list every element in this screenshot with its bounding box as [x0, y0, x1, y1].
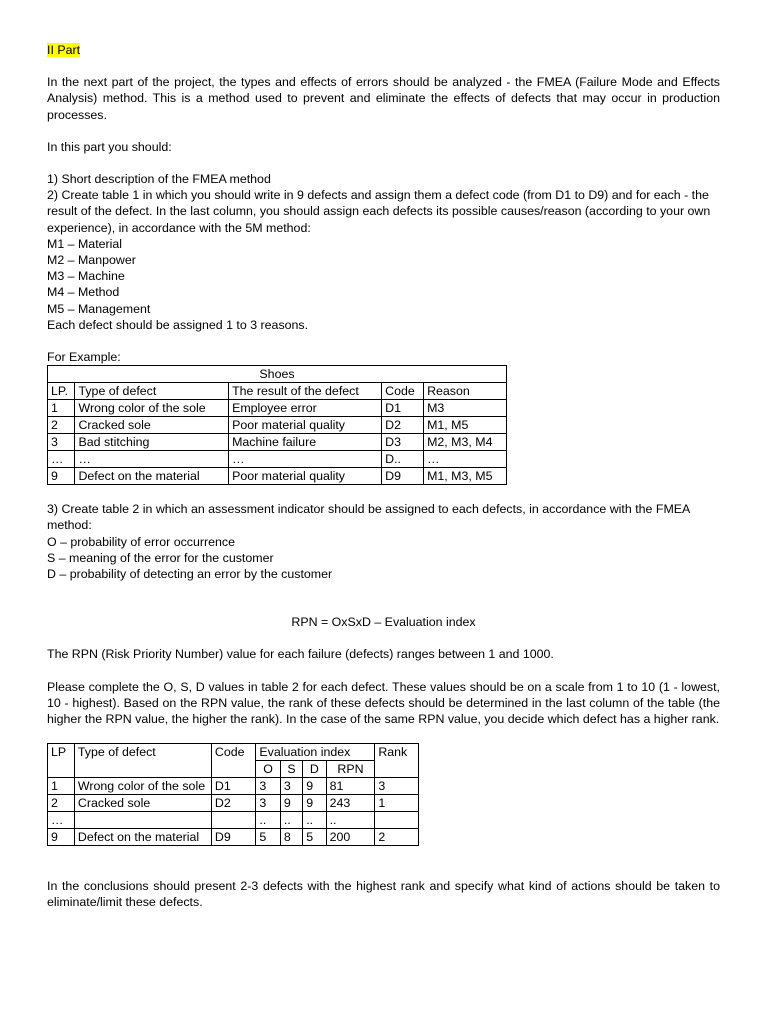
table-cell: M1, M3, M5 [424, 468, 507, 485]
step-1-text: 1) Short description of the FMEA method [47, 172, 271, 187]
table-cell: 3 [375, 778, 419, 795]
table-cell: 3 [280, 778, 302, 795]
m-item: M3 – Machine [47, 269, 125, 284]
table1-header-cell: Type of defect [75, 383, 229, 400]
table-cell: … [75, 451, 229, 468]
table-cell: D3 [382, 434, 424, 451]
table-cell: Cracked sole [75, 417, 229, 434]
table-cell: Bad stitching [75, 434, 229, 451]
table-cell: … [48, 812, 75, 829]
table-cell: … [48, 451, 75, 468]
table-cell: Poor material quality [229, 417, 382, 434]
table-cell: 1 [48, 778, 75, 795]
table1-header-cell: Code [382, 383, 424, 400]
table-cell: 200 [326, 829, 375, 846]
reasons-note: Each defect should be assigned 1 to 3 reasons. [47, 317, 309, 332]
table-cell: .. [303, 812, 326, 829]
table2-subheader-d: D [303, 761, 326, 778]
table-cell: 9 [48, 829, 75, 846]
table2-header-row [48, 744, 419, 761]
step-3-text: 3) Create table 2 in which an assessment indicator should be assigned to each defects, in accordance with the FMEA method: [47, 502, 690, 533]
conclusion-paragraph: In the conclusions should present 2-3 defects with the highest rank and specify what kind of actions should be taken to eliminate/limit these defects. [47, 879, 720, 910]
table-cell [211, 812, 255, 829]
table2-header-type: Type of defect [74, 744, 211, 778]
section-heading: II Part [47, 43, 81, 57]
table2-header-rank: Rank [375, 744, 419, 778]
defects-table-1 [47, 365, 507, 485]
table-cell: 9 [280, 795, 302, 812]
table-cell: … [424, 451, 507, 468]
table-cell: D9 [211, 829, 255, 846]
table-cell [375, 812, 419, 829]
table-cell: M2, M3, M4 [424, 434, 507, 451]
table2-subheader-rpn: RPN [326, 761, 375, 778]
table1-header-cell: The result of the defect [229, 383, 382, 400]
table1-header-cell: LP. [48, 383, 75, 400]
table-row [48, 451, 507, 468]
m-item: M4 – Method [47, 285, 120, 300]
table-row [48, 795, 419, 812]
table-cell: M1, M5 [424, 417, 507, 434]
table-cell: 9 [303, 778, 326, 795]
table-cell: Cracked sole [74, 795, 211, 812]
intro-paragraph: In the next part of the project, the types and effects of errors should be analyzed - the FMEA (Failure Mode and Effects Analysis) method. This is a method used to prevent and eliminate the effects of defects that may occur in production processes. [47, 75, 720, 122]
table-cell: Wrong color of the sole [74, 778, 211, 795]
table-cell: 5 [256, 829, 280, 846]
table-cell: 3 [48, 434, 75, 451]
table-cell: .. [280, 812, 302, 829]
table-row [48, 778, 419, 795]
table-cell: Defect on the material [75, 468, 229, 485]
table-cell: 2 [48, 417, 75, 434]
table-cell: 2 [375, 829, 419, 846]
table1-header-row [48, 383, 507, 400]
table-row [48, 468, 507, 485]
table-cell: … [229, 451, 382, 468]
step-2-text: 2) Create table 1 in which you should write in 9 defects and assign them a defect code (from D1 to D9) and for each - the result of the defect. In the last column, you should assign each defects its possible causes/reason (according to your own experience), in accordance with the 5M method: [47, 188, 711, 235]
table-cell: 3 [256, 778, 280, 795]
table-cell: 5 [303, 829, 326, 846]
table-cell: D1 [382, 400, 424, 417]
evaluation-table-2 [47, 743, 419, 846]
table-row [48, 400, 507, 417]
table-cell: Machine failure [229, 434, 382, 451]
table-cell: 243 [326, 795, 375, 812]
table-cell [74, 812, 211, 829]
for-example-label: For Example: [47, 350, 121, 365]
table2-subheader-o: O [256, 761, 280, 778]
osd-item: D – probability of detecting an error by the customer [47, 567, 333, 582]
table-cell: .. [256, 812, 280, 829]
table-cell: M3 [424, 400, 507, 417]
table-cell: 81 [326, 778, 375, 795]
m-item: M1 – Material [47, 236, 123, 251]
m-item: M5 – Management [47, 301, 151, 316]
table2-header-code: Code [211, 744, 255, 778]
table1-header-cell: Reason [424, 383, 507, 400]
table-cell: .. [326, 812, 375, 829]
table2-header-lp: LP [48, 744, 75, 778]
table-row [48, 417, 507, 434]
table-cell: 1 [375, 795, 419, 812]
osd-item: S – meaning of the error for the customer [47, 550, 274, 565]
in-this-part-text: In this part you should: [47, 139, 172, 154]
table1-title: Shoes [48, 366, 507, 383]
table2-header-eval: Evaluation index [256, 744, 375, 761]
table-cell: Wrong color of the sole [75, 400, 229, 417]
table-cell: Defect on the material [74, 829, 211, 846]
rpn-range-text: The RPN (Risk Priority Number) value for each failure (defects) ranges between 1 and 1000. [47, 647, 554, 662]
table-cell: 9 [303, 795, 326, 812]
table-row [48, 812, 419, 829]
table2-subheader-s: S [280, 761, 302, 778]
table-cell: D1 [211, 778, 255, 795]
table-cell: 3 [256, 795, 280, 812]
table-row [48, 829, 419, 846]
table-cell: Poor material quality [229, 468, 382, 485]
complete-instructions: Please complete the O, S, D values in table 2 for each defect. These values should be on a scale from 1 to 10 (1 - lowest, 10 - highest). Based on the RPN value, the rank of these defects should be determined in the last column of the table (the higher the RPN value, the higher the rank). In the case of the same RPN value, you decide which defect has a higher rank. [47, 679, 720, 727]
table-cell: D2 [211, 795, 255, 812]
table-cell: 8 [280, 829, 302, 846]
table-cell: D9 [382, 468, 424, 485]
table-cell: Employee error [229, 400, 382, 417]
table-cell: 2 [48, 795, 75, 812]
table-cell: 1 [48, 400, 75, 417]
table-cell: 9 [48, 468, 75, 485]
document-page [47, 42, 720, 911]
table-cell: D2 [382, 417, 424, 434]
table-cell: D.. [382, 451, 424, 468]
rpn-formula: RPN = OxSxD – Evaluation index [291, 615, 476, 630]
m-item: M2 – Manpower [47, 253, 136, 268]
table-row [48, 434, 507, 451]
osd-item: O – probability of error occurrence [47, 534, 236, 549]
